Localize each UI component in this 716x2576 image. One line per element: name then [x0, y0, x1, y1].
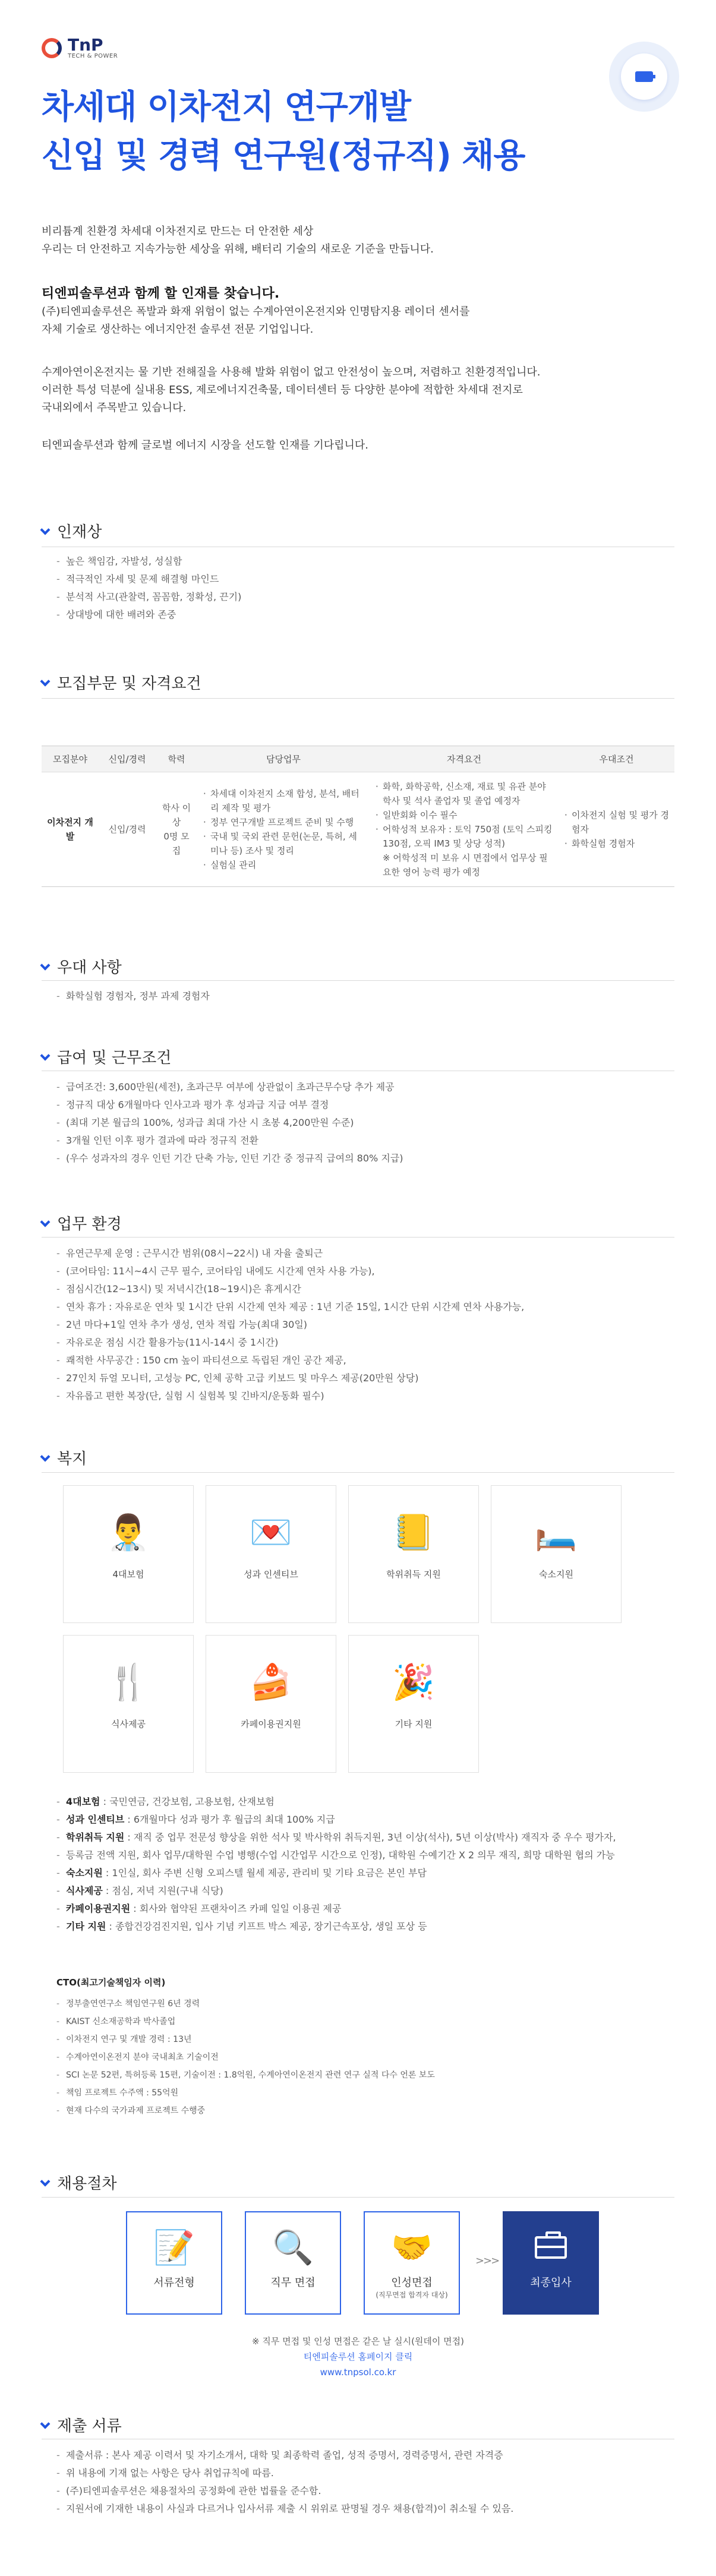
intro-line: 이러한 특성 덕분에 실내용 ESS, 제로에너지건축물, 데이터센터 등 다양한 분야에 적합한 차세대 전지로: [42, 384, 523, 396]
detail-key: 4대보험: [66, 1796, 100, 1807]
list-item: - 적극적인 자세 및 문제 해결형 마인드: [56, 570, 674, 588]
chevron-icon: [40, 960, 51, 970]
battery-icon: [635, 71, 653, 82]
benefit-card-insurance: [63, 1485, 194, 1623]
detail-key: 학위취득 지원: [66, 1832, 125, 1843]
list-item: - 화학실험 경험자, 정부 과제 경험자: [56, 987, 674, 1005]
talent-list: [56, 553, 674, 624]
list-item: - 정부출연연구소 책임연구원 6년 경력: [56, 1995, 674, 2013]
cell-qualifications: [370, 772, 559, 887]
note-text: ※ 직무 면접 및 인성 면접은 같은 날 실시(원데이 면접): [252, 2336, 464, 2347]
pref-item: · 이차전지 실험 및 평가 경험자: [563, 808, 670, 836]
list-item: - 책임 프로젝트 수주액 : 55억원: [56, 2084, 674, 2102]
section-title-text: 급여 및 근무조건: [57, 1049, 172, 1067]
intro-line: 자체 기술로 생산하는 에너지안전 솔루션 전문 기업입니다.: [42, 323, 314, 336]
intro-heading: 티엔피솔루션과 함께 할 인재를 찾습니다.: [42, 286, 280, 301]
section-title-text: 채용절차: [57, 2175, 117, 2193]
list-item: [56, 1918, 674, 1936]
detail-value: : 6개월마다 성과 평가 후 월급의 최대 100% 지급: [124, 1814, 335, 1825]
divider: [42, 1237, 674, 1238]
list-item: - 27인치 듀얼 모니터, 고성능 PC, 인체 공학 고급 키보드 및 마우스 제공(20만원 상당): [56, 1369, 674, 1387]
step-label: 인성면접: [391, 2277, 433, 2289]
section-title-salary: [42, 1046, 171, 1068]
recruit-table: [42, 746, 674, 887]
welfare-detail-list: [56, 1793, 674, 1936]
headcount-text: 0명 모집: [163, 831, 190, 856]
logo-subtitle: TECH & POWER: [68, 53, 118, 59]
section-title-welfare: [42, 1447, 87, 1469]
section-title-text: 인재상: [57, 523, 102, 541]
intro-line: 국내외에서 주목받고 있습니다.: [42, 402, 187, 414]
intro-closing: 티엔피솔루션과 함께 글로벌 에너지 시장을 선도할 인재를 기다립니다.: [42, 439, 369, 452]
list-item: [56, 1829, 674, 1846]
detail-value: 등록금 전액 지원, 회사 업무/대학원 수업 병행(수업 시간업무 시간으로 인정), 대학원 수예기간 X 2 의무 재직, 희망 대학원 협의 가능: [66, 1849, 615, 1861]
table-header: 신입/경력: [99, 746, 156, 772]
chevron-icon: [40, 1050, 51, 1060]
table-header: 모집분야: [42, 746, 99, 772]
list-item: - 상대방에 대한 배려와 존중: [56, 606, 674, 624]
intro-line: (주)티엔피솔루션은 폭발과 화재 위험이 없는 수계아연이온전지와 인명탐지용 레이더 센서를: [42, 305, 470, 318]
list-item: - (최대 기본 월급의 100%, 성과급 최대 가산 시 초봉 4,200만원 수준): [56, 1114, 674, 1132]
section-title-text: 업무 환경: [57, 1216, 122, 1233]
doctor-icon: 👨‍⚕️: [106, 1512, 150, 1552]
table-header: 우대조건: [559, 746, 674, 772]
benefit-card-etc: [348, 1635, 479, 1773]
list-item: [56, 1864, 674, 1882]
fork-spoon-icon: 🍴: [106, 1662, 150, 1702]
step-job-interview: [245, 2211, 341, 2315]
cell-education: [156, 772, 197, 887]
chevron-icon: [40, 2176, 51, 2186]
benefit-label: 숙소지원: [539, 1569, 573, 1580]
education-text: 학사 이상: [162, 803, 191, 828]
party-popper-icon: 🎉: [392, 1662, 436, 1702]
title-line-2: 신입 및 경력 연구원(정규직) 채용: [42, 137, 525, 175]
detail-key: 숙소지원: [66, 1867, 103, 1879]
section-title-preference: [42, 955, 122, 977]
cell-career: 신입/경력: [99, 772, 156, 887]
benefit-card-meal: [63, 1635, 194, 1773]
section-title-text: 모집부문 및 자격요건: [57, 675, 201, 693]
duty-item: · 실험실 관리: [202, 858, 365, 872]
section-title-text: 제출 서류: [57, 2417, 122, 2435]
divider: [42, 2197, 674, 2198]
chevron-icon: [40, 2419, 51, 2429]
benefit-card-cafe: [206, 1635, 336, 1773]
section-title-talent: [42, 520, 102, 542]
duty-item: · 정부 연구개발 프로젝트 준비 및 수행: [202, 815, 365, 829]
battery-badge: [609, 42, 679, 112]
list-item: - 2년 마다+1일 연차 추가 생성, 연차 적립 가능(최대 30일): [56, 1316, 674, 1334]
list-item: - 3개월 인턴 이후 평가 결과에 따라 정규직 전환: [56, 1132, 674, 1150]
list-item: - 수계아연이온전지 분야 국내최초 기술이전: [56, 2048, 674, 2066]
list-item: [56, 1811, 674, 1829]
list-item: - SCI 논문 52편, 특허등록 15편, 기술이전 : 1.8억원, 수계아연이온전지 관련 연구 실적 다수 언론 보도: [56, 2066, 674, 2084]
cell-duties: [197, 772, 370, 887]
divider: [42, 698, 674, 699]
page-title: [42, 83, 525, 181]
documents-list: [56, 2446, 674, 2518]
detail-key: 기타 지원: [66, 1921, 106, 1932]
list-item: - 분석적 사고(관찰력, 꼼꼼함, 정확성, 끈기): [56, 588, 674, 606]
list-item: - 연차 휴가 : 자유로운 연차 및 1시간 단위 시간제 연차 제공 : 1년 기준 15일, 1시간 단위 시간제 연차 사용가능,: [56, 1298, 674, 1316]
section-title-work-env: [42, 1212, 122, 1234]
intro-company: [42, 285, 671, 339]
section-title-text: 우대 사항: [57, 959, 122, 977]
intro-line: 우리는 더 안전하고 지속가능한 세상을 위해, 배터리 기술의 새로운 기준을 만듭니다.: [42, 243, 434, 255]
section-title-recruit: [42, 671, 201, 693]
book-icon: 📒: [392, 1512, 436, 1552]
benefit-label: 기타 지원: [395, 1719, 433, 1729]
section-title-text: 복지: [57, 1450, 87, 1468]
list-item: - (주)티엔피솔루션은 채용절차의 공정화에 관한 법률을 준수함.: [56, 2482, 674, 2500]
handshake-icon: 🤝: [391, 2228, 433, 2267]
detail-key: 식사제공: [66, 1885, 103, 1896]
benefit-label: 식사제공: [111, 1719, 146, 1729]
list-item: - 이차전지 연구 및 개발 경력 : 13년: [56, 2031, 674, 2048]
list-item: - (코어타임: 11시~4시 근무 필수, 코어타임 내에도 시간제 연차 사용 가능),: [56, 1262, 674, 1280]
table-header-row: [42, 746, 674, 772]
list-item: - 자유롭고 편한 복장(단, 실험 시 실험복 및 긴바지/운동화 필수): [56, 1387, 674, 1405]
list-item: - 자유로운 점심 시간 활용가능(11시-14시 중 1시간): [56, 1334, 674, 1352]
preference-list: [56, 987, 674, 1005]
list-item: - 높은 책임감, 자발성, 성실함: [56, 553, 674, 570]
detail-key: 성과 인센티브: [66, 1814, 125, 1825]
list-item: - 급여조건: 3,600만원(세전), 초과근무 여부에 상관없이 초과근무수당 추가 제공: [56, 1078, 674, 1096]
qual-item: · 화학, 화학공학, 신소재, 재료 및 유관 분야 학사 및 석사 졸업자 및 졸업 예정자: [374, 779, 554, 808]
list-item: [56, 1882, 674, 1900]
cell-preferences: [559, 772, 674, 887]
homepage-link[interactable]: 티엔피솔루션 홈페이지 클릭: [303, 2351, 413, 2362]
table-header: 담당업무: [197, 746, 370, 772]
detail-value: : 회사와 협약된 프랜차이즈 카페 일일 이용권 제공: [130, 1903, 342, 1914]
divider: [42, 1472, 674, 1473]
section-title-documents: [42, 2414, 122, 2436]
logo-mark-icon: [42, 38, 62, 58]
benefit-label: 성과 인센티브: [244, 1569, 298, 1580]
detail-value: : 1인실, 회사 주변 신형 오피스텔 월세 제공, 관리비 및 기타 요금은 본인 부담: [102, 1867, 427, 1879]
intro-line: 수계아연이온전지는 물 기반 전해질을 사용해 발화 위험이 없고 안전성이 높으며, 저렴하고 친환경적입니다.: [42, 366, 541, 378]
list-item: - 쾌적한 사무공간 : 150 cm 높이 파티션으로 독립된 개인 공간 제공,: [56, 1352, 674, 1369]
intro-product: [42, 364, 671, 417]
briefcase-icon: [504, 2221, 598, 2274]
list-item: - 점심시간(12~13시) 및 저녁시간(18~19시)은 휴게시간: [56, 1280, 674, 1298]
list-item: - 현재 다수의 국가과제 프로젝트 수행중: [56, 2102, 674, 2120]
chevron-icon: [40, 525, 51, 535]
bed-icon: 🛏️: [534, 1512, 578, 1552]
step-label: 서류전형: [153, 2277, 195, 2289]
process-note: [0, 2334, 716, 2380]
list-item: - 위 내용에 기재 없는 사항은 당사 취업규칙에 따름.: [56, 2464, 674, 2482]
table-header: 학력: [156, 746, 197, 772]
section-title-process: [42, 2171, 116, 2193]
document-pen-icon: 📝: [153, 2228, 195, 2267]
step-label: 직무 면접: [270, 2277, 316, 2289]
benefit-card-incentive: [206, 1485, 336, 1623]
duty-item: · 차세대 이차전지 소재 합성, 분석, 배터리 제작 및 평가: [202, 787, 365, 815]
list-item: [56, 1793, 674, 1811]
list-item: - 지원서에 기재한 내용이 사실과 다르거나 입사서류 제출 시 위위로 판명될 경우 채용(합격)이 취소될 수 있음.: [56, 2500, 674, 2518]
person-search-icon: 🔍: [272, 2228, 314, 2267]
list-item: - (우수 성과자의 경우 인턴 기간 단축 가능, 인턴 기간 중 정규직 급여의 80% 지급): [56, 1150, 674, 1167]
detail-value: : 재직 중 업무 전문성 향상을 위한 석사 및 박사학위 취득지원, 3년 이상(석사), 5년 이상(박사) 재직자 중 우수 평가자,: [124, 1832, 616, 1843]
qual-item: · 일반회화 이수 필수: [374, 808, 554, 822]
benefit-label: 학위취득 지원: [386, 1569, 441, 1580]
list-item: - 유연근무제 운영 : 근무시간 범위(08시~22시) 내 자율 출퇴근: [56, 1245, 674, 1262]
detail-value: : 국민연금, 건강보험, 고용보험, 산재보험: [100, 1796, 275, 1807]
work-env-list: [56, 1245, 674, 1405]
list-item: - KAIST 신소재공학과 박사졸업: [56, 2013, 674, 2031]
detail-key: 카페이용권지원: [66, 1903, 131, 1914]
qual-note: ※ 어학성적 미 보유 시 면접에서 업무상 필요한 영어 능력 평가 예정: [383, 853, 548, 877]
homepage-url-link[interactable]: www.tnpsol.co.kr: [320, 2367, 396, 2378]
step-final-hire: [503, 2211, 599, 2315]
step-personality-interview: [364, 2211, 460, 2315]
benefit-label: 카페이용권지원: [241, 1719, 301, 1729]
intro-tagline: [42, 223, 671, 258]
salary-list: [56, 1078, 674, 1167]
cake-icon: 🍰: [249, 1662, 293, 1702]
benefit-card-degree: [348, 1485, 479, 1623]
chevron-icon: [40, 676, 51, 686]
duty-item: · 국내 및 국외 관련 문헌(논문, 특허, 세미나 등) 조사 및 정리: [202, 829, 365, 858]
divider: [42, 980, 674, 981]
step-sub: (직무면접 합격자 대상): [376, 2291, 448, 2299]
qual-item: · 어학성적 보유자 : 토익 750점 (토익 스피킹 130점, 오픽 IM3 및 상당 성적): [374, 822, 554, 851]
title-line-1: 차세대 이차전지 연구개발: [42, 88, 411, 127]
benefit-card-housing: [491, 1485, 622, 1623]
cto-list: [56, 1995, 674, 2120]
table-row: [42, 772, 674, 887]
step-document: [126, 2211, 222, 2315]
detail-value: : 종합건강검진지원, 입사 기념 키프트 박스 제공, 장기근속포상, 생일 포상 등: [106, 1921, 427, 1932]
pref-item: · 화학실험 경험자: [563, 836, 670, 851]
cell-field: 이차전지 개발: [42, 772, 99, 887]
table-header: 자격요건: [370, 746, 559, 772]
list-item-continued: [56, 1846, 674, 1864]
cto-title: CTO(최고기술책임자 이력): [56, 1977, 166, 1988]
benefit-label: 4대보험: [112, 1569, 144, 1580]
chevron-icon: [40, 1217, 51, 1227]
list-item: - 정규직 대상 6개월마다 인사고과 평가 후 성과급 지급 여부 결정: [56, 1096, 674, 1114]
logo-name: TnP: [68, 35, 103, 55]
intro-line: 비리튬계 친환경 차세대 이차전지로 만드는 더 안전한 세상: [42, 225, 314, 238]
arrow-icon: >>>: [475, 2255, 499, 2267]
detail-value: : 점심, 저녁 지원(구내 식당): [102, 1885, 223, 1896]
list-item: [56, 1900, 674, 1918]
brand-logo[interactable]: [42, 37, 118, 59]
chevron-icon: [40, 1451, 51, 1461]
step-label: 최종입사: [530, 2277, 572, 2289]
list-item: - 제출서류 : 본사 제공 이력서 및 자기소개서, 대학 및 최종학력 졸업, 성적 증명서, 경력증명서, 관련 자격증: [56, 2446, 674, 2464]
money-envelope-icon: 💌: [249, 1512, 293, 1552]
